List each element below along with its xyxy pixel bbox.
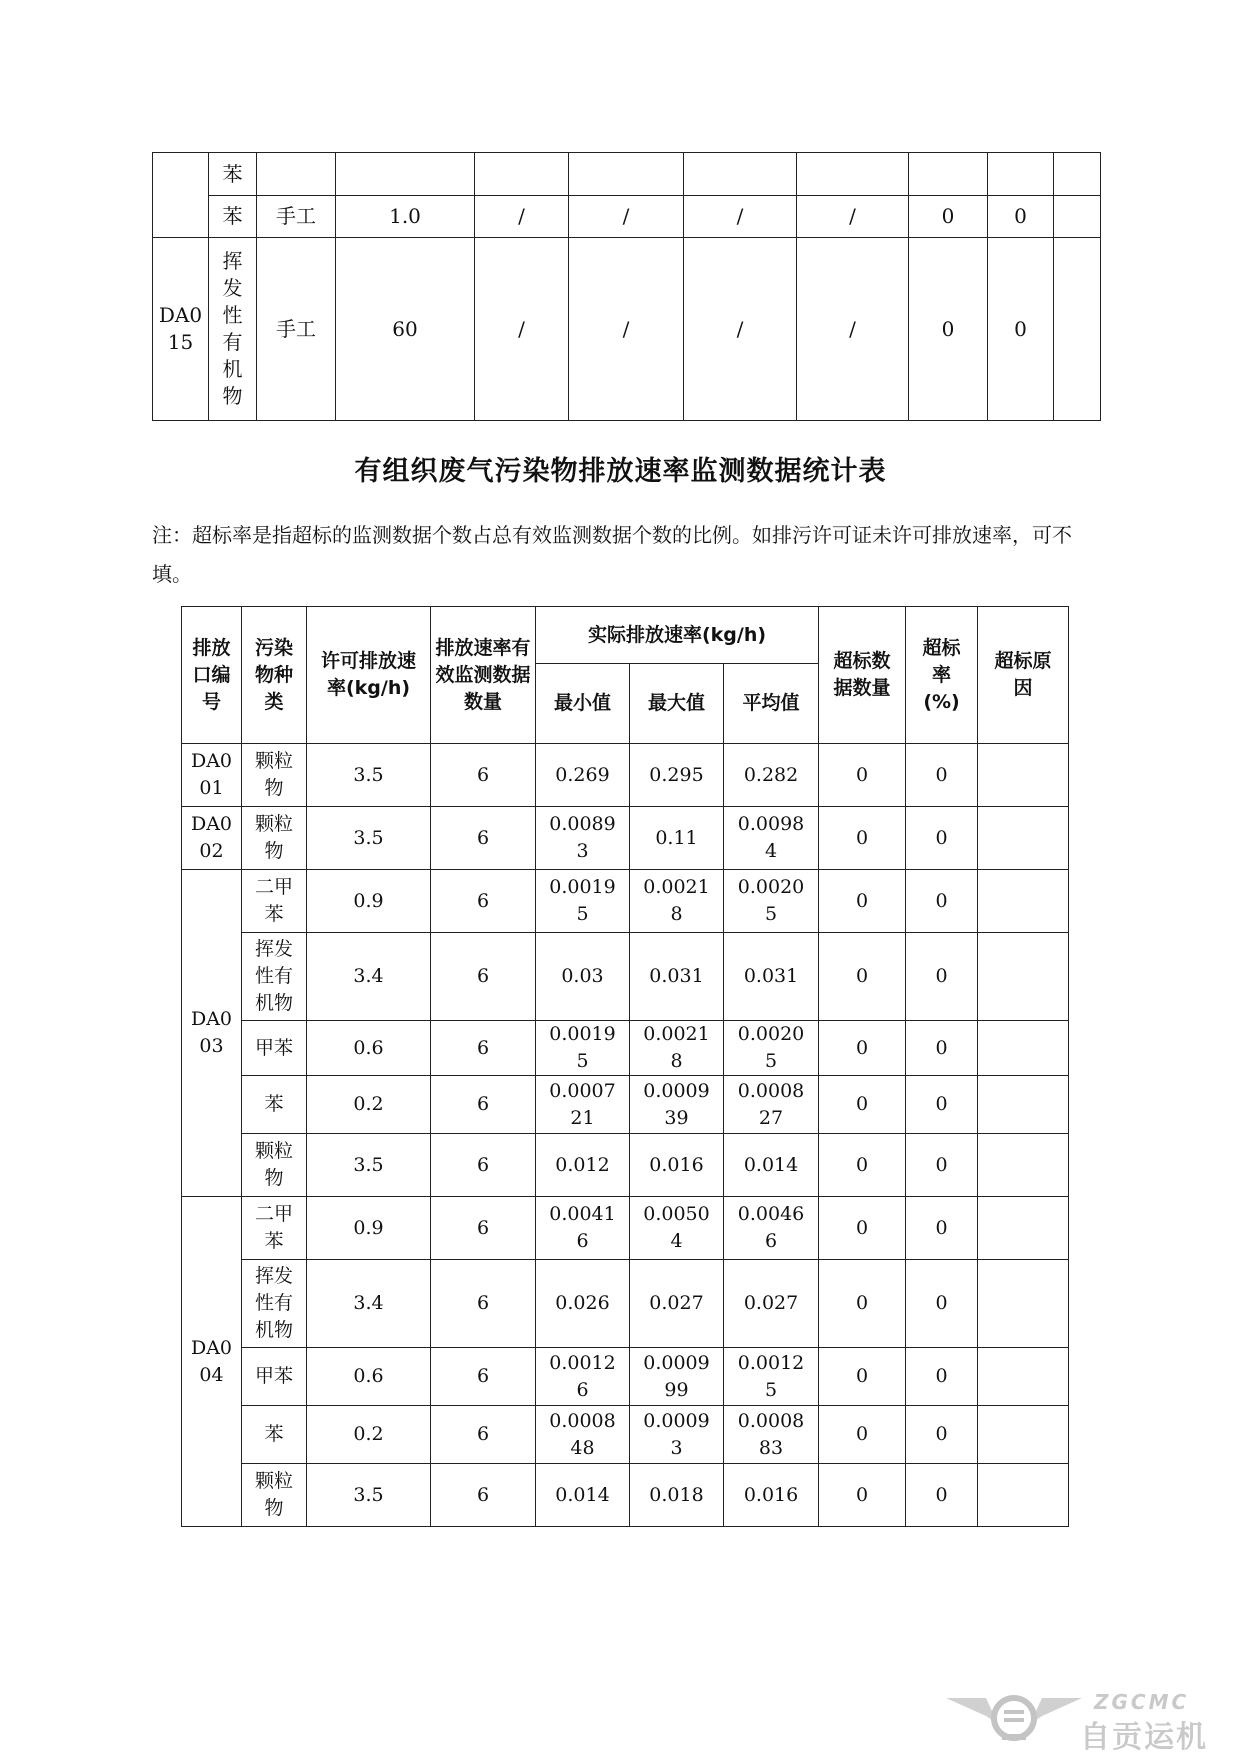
data-cell: 0 (988, 196, 1054, 238)
min-cell: 0.00195 (536, 1021, 630, 1076)
data-cell: / (684, 238, 797, 421)
table-row (182, 1406, 1069, 1464)
table-row (182, 1464, 1069, 1527)
exceed-reason-cell (978, 1134, 1069, 1197)
permit-rate-cell: 3.4 (307, 933, 431, 1021)
avg-cell: 0.00984 (724, 807, 819, 870)
exceed-reason-cell (978, 933, 1069, 1021)
exceed-reason-cell (978, 1260, 1069, 1348)
data-cell (569, 153, 684, 196)
emission-rate-table (181, 606, 1069, 1527)
data-cell: / (475, 196, 569, 238)
data-cell: / (569, 238, 684, 421)
table-row (182, 870, 1069, 933)
data-cell: / (684, 196, 797, 238)
method-cell: 手工 (257, 196, 336, 238)
max-cell: 0.00218 (630, 1021, 724, 1076)
valid-count-cell: 6 (431, 1464, 536, 1527)
exceed-rate-cell: 0 (906, 1134, 978, 1197)
min-cell: 0.00195 (536, 870, 630, 933)
header-permit-rate: 许可排放速率(kg/h) (307, 607, 431, 744)
exceed-rate-cell: 0 (906, 1406, 978, 1464)
data-cell: 0 (988, 238, 1054, 421)
max-cell: 0.000939 (630, 1076, 724, 1134)
pollutant-cell: 甲苯 (242, 1021, 307, 1076)
zgcmc-logo-icon (946, 1694, 1082, 1744)
permit-rate-cell: 3.5 (307, 744, 431, 807)
header-exceed-count: 超标数据数量 (819, 607, 906, 744)
min-cell: 0.012 (536, 1134, 630, 1197)
valid-count-cell: 6 (431, 870, 536, 933)
max-cell: 0.295 (630, 744, 724, 807)
table-row (182, 933, 1069, 1021)
data-cell: / (569, 196, 684, 238)
exceed-rate-cell: 0 (906, 807, 978, 870)
valid-count-cell: 6 (431, 1134, 536, 1197)
valid-count-cell: 6 (431, 1348, 536, 1406)
table-row (182, 807, 1069, 870)
exceed-count-cell: 0 (819, 744, 906, 807)
empty-cell (1054, 196, 1101, 238)
avg-cell: 0.014 (724, 1134, 819, 1197)
pollutant-cell: 苯 (209, 153, 257, 196)
table-row (153, 153, 1101, 196)
header-max: 最大值 (630, 664, 724, 744)
method-cell (257, 153, 336, 196)
exceed-rate-cell: 0 (906, 870, 978, 933)
data-cell (475, 153, 569, 196)
header-avg: 平均值 (724, 664, 819, 744)
valid-count-cell: 6 (431, 933, 536, 1021)
pollutant-cell: 挥发性有机物 (209, 238, 257, 421)
value-cell (336, 153, 475, 196)
exceed-reason-cell (978, 1021, 1069, 1076)
permit-rate-cell: 0.6 (307, 1021, 431, 1076)
valid-count-cell: 6 (431, 807, 536, 870)
table-row (182, 1197, 1069, 1260)
avg-cell: 0.00205 (724, 1021, 819, 1076)
header-outlet: 排放口编号 (182, 607, 242, 744)
exceed-count-cell: 0 (819, 1260, 906, 1348)
header-actual-rate: 实际排放速率(kg/h) (536, 607, 819, 664)
outlet-cell (153, 153, 209, 238)
table-row (153, 238, 1101, 421)
data-cell (909, 153, 988, 196)
exceed-rate-cell: 0 (906, 1021, 978, 1076)
data-cell (684, 153, 797, 196)
exceed-count-cell: 0 (819, 1464, 906, 1527)
min-cell: 0.026 (536, 1260, 630, 1348)
max-cell: 0.00504 (630, 1197, 724, 1260)
exceed-reason-cell (978, 1464, 1069, 1527)
exceed-count-cell: 0 (819, 870, 906, 933)
pollutant-cell: 颗粒物 (242, 1464, 307, 1527)
header-row (182, 607, 1069, 664)
pollutant-cell: 颗粒物 (242, 744, 307, 807)
permit-rate-cell: 0.2 (307, 1076, 431, 1134)
exceed-count-cell: 0 (819, 1406, 906, 1464)
permit-rate-cell: 0.6 (307, 1348, 431, 1406)
watermark-cn: 自贡运机 (1080, 1720, 1208, 1755)
exceed-rate-cell: 0 (906, 744, 978, 807)
permit-rate-cell: 0.9 (307, 870, 431, 933)
pollutant-cell: 颗粒物 (242, 1134, 307, 1197)
min-cell: 0.000721 (536, 1076, 630, 1134)
exceed-rate-cell: 0 (906, 933, 978, 1021)
min-cell: 0.03 (536, 933, 630, 1021)
pollutant-cell: 苯 (242, 1076, 307, 1134)
exceed-reason-cell (978, 1406, 1069, 1464)
exceed-reason-cell (978, 1348, 1069, 1406)
max-cell: 0.00218 (630, 870, 724, 933)
pollutant-cell: 二甲苯 (242, 870, 307, 933)
permit-rate-cell: 3.5 (307, 1464, 431, 1527)
max-cell: 0.11 (630, 807, 724, 870)
value-cell: 60 (336, 238, 475, 421)
table-row (153, 196, 1101, 238)
table-row (182, 1021, 1069, 1076)
pollutant-cell: 二甲苯 (242, 1197, 307, 1260)
watermark-en: ZGCMC (1094, 1690, 1190, 1714)
exceed-reason-cell (978, 807, 1069, 870)
empty-cell (1054, 238, 1101, 421)
method-cell: 手工 (257, 238, 336, 421)
exceed-rate-cell: 0 (906, 1464, 978, 1527)
min-cell: 0.00893 (536, 807, 630, 870)
table-row (182, 744, 1069, 807)
table-row (182, 1134, 1069, 1197)
exceed-count-cell: 0 (819, 1348, 906, 1406)
exceed-count-cell: 0 (819, 807, 906, 870)
avg-cell: 0.031 (724, 933, 819, 1021)
exceed-rate-cell: 0 (906, 1348, 978, 1406)
exceed-count-cell: 0 (819, 933, 906, 1021)
max-cell: 0.016 (630, 1134, 724, 1197)
exceed-reason-cell (978, 744, 1069, 807)
exceed-reason-cell (978, 1076, 1069, 1134)
table-note: 注：超标率是指超标的监测数据个数占总有效监测数据个数的比例。如排污许可证未许可排放速率，可不填。 (152, 523, 1072, 586)
max-cell: 0.027 (630, 1260, 724, 1348)
exceed-reason-cell (978, 870, 1069, 933)
avg-cell: 0.016 (724, 1464, 819, 1527)
outlet-cell: DA015 (153, 238, 209, 421)
previous-table-fragment (152, 152, 1101, 421)
data-cell: 0 (909, 196, 988, 238)
permit-rate-cell: 3.4 (307, 1260, 431, 1348)
outlet-cell: DA004 (182, 1197, 242, 1527)
avg-cell: 0.000827 (724, 1076, 819, 1134)
page-title: 有组织废气污染物排放速率监测数据统计表 (354, 456, 887, 487)
max-cell: 0.000999 (630, 1348, 724, 1406)
value-cell: 1.0 (336, 196, 475, 238)
avg-cell: 0.00466 (724, 1197, 819, 1260)
valid-count-cell: 6 (431, 1197, 536, 1260)
outlet-cell: DA001 (182, 744, 242, 807)
exceed-rate-cell: 0 (906, 1076, 978, 1134)
header-exceed-rate: 超标率(%) (906, 607, 978, 744)
valid-count-cell: 6 (431, 744, 536, 807)
exceed-count-cell: 0 (819, 1076, 906, 1134)
pollutant-cell: 颗粒物 (242, 807, 307, 870)
empty-cell (1054, 153, 1101, 196)
avg-cell: 0.282 (724, 744, 819, 807)
valid-count-cell: 6 (431, 1076, 536, 1134)
pollutant-cell: 挥发性有机物 (242, 1260, 307, 1348)
data-cell: 0 (909, 238, 988, 421)
valid-count-cell: 6 (431, 1021, 536, 1076)
avg-cell: 0.00205 (724, 870, 819, 933)
header-valid-count: 排放速率有效监测数据数量 (431, 607, 536, 744)
avg-cell: 0.027 (724, 1260, 819, 1348)
pollutant-cell: 苯 (242, 1406, 307, 1464)
pollutant-cell: 挥发性有机物 (242, 933, 307, 1021)
max-cell: 0.00093 (630, 1406, 724, 1464)
outlet-cell: DA002 (182, 807, 242, 870)
table-body (182, 744, 1069, 1527)
min-cell: 0.000848 (536, 1406, 630, 1464)
avg-cell: 0.00125 (724, 1348, 819, 1406)
valid-count-cell: 6 (431, 1260, 536, 1348)
pollutant-cell: 甲苯 (242, 1348, 307, 1406)
max-cell: 0.018 (630, 1464, 724, 1527)
exceed-rate-cell: 0 (906, 1260, 978, 1348)
max-cell: 0.031 (630, 933, 724, 1021)
header-min: 最小值 (536, 664, 630, 744)
permit-rate-cell: 0.9 (307, 1197, 431, 1260)
exceed-count-cell: 0 (819, 1021, 906, 1076)
permit-rate-cell: 3.5 (307, 1134, 431, 1197)
valid-count-cell: 6 (431, 1406, 536, 1464)
exceed-reason-cell (978, 1197, 1069, 1260)
permit-rate-cell: 3.5 (307, 807, 431, 870)
header-exceed-reason: 超标原因 (978, 607, 1069, 744)
outlet-cell: DA003 (182, 870, 242, 1197)
min-cell: 0.014 (536, 1464, 630, 1527)
table-row (182, 1348, 1069, 1406)
pollutant-cell: 苯 (209, 196, 257, 238)
avg-cell: 0.000883 (724, 1406, 819, 1464)
exceed-count-cell: 0 (819, 1134, 906, 1197)
header-pollutant: 污染物种类 (242, 607, 307, 744)
min-cell: 0.269 (536, 744, 630, 807)
data-cell (988, 153, 1054, 196)
table-row (182, 1260, 1069, 1348)
data-cell (797, 153, 909, 196)
exceed-count-cell: 0 (819, 1197, 906, 1260)
exceed-rate-cell: 0 (906, 1197, 978, 1260)
permit-rate-cell: 0.2 (307, 1406, 431, 1464)
data-cell: / (797, 196, 909, 238)
min-cell: 0.00126 (536, 1348, 630, 1406)
table-row (182, 1076, 1069, 1134)
min-cell: 0.00416 (536, 1197, 630, 1260)
watermark-logo (946, 1688, 1236, 1755)
data-cell: / (797, 238, 909, 421)
data-cell: / (475, 238, 569, 421)
